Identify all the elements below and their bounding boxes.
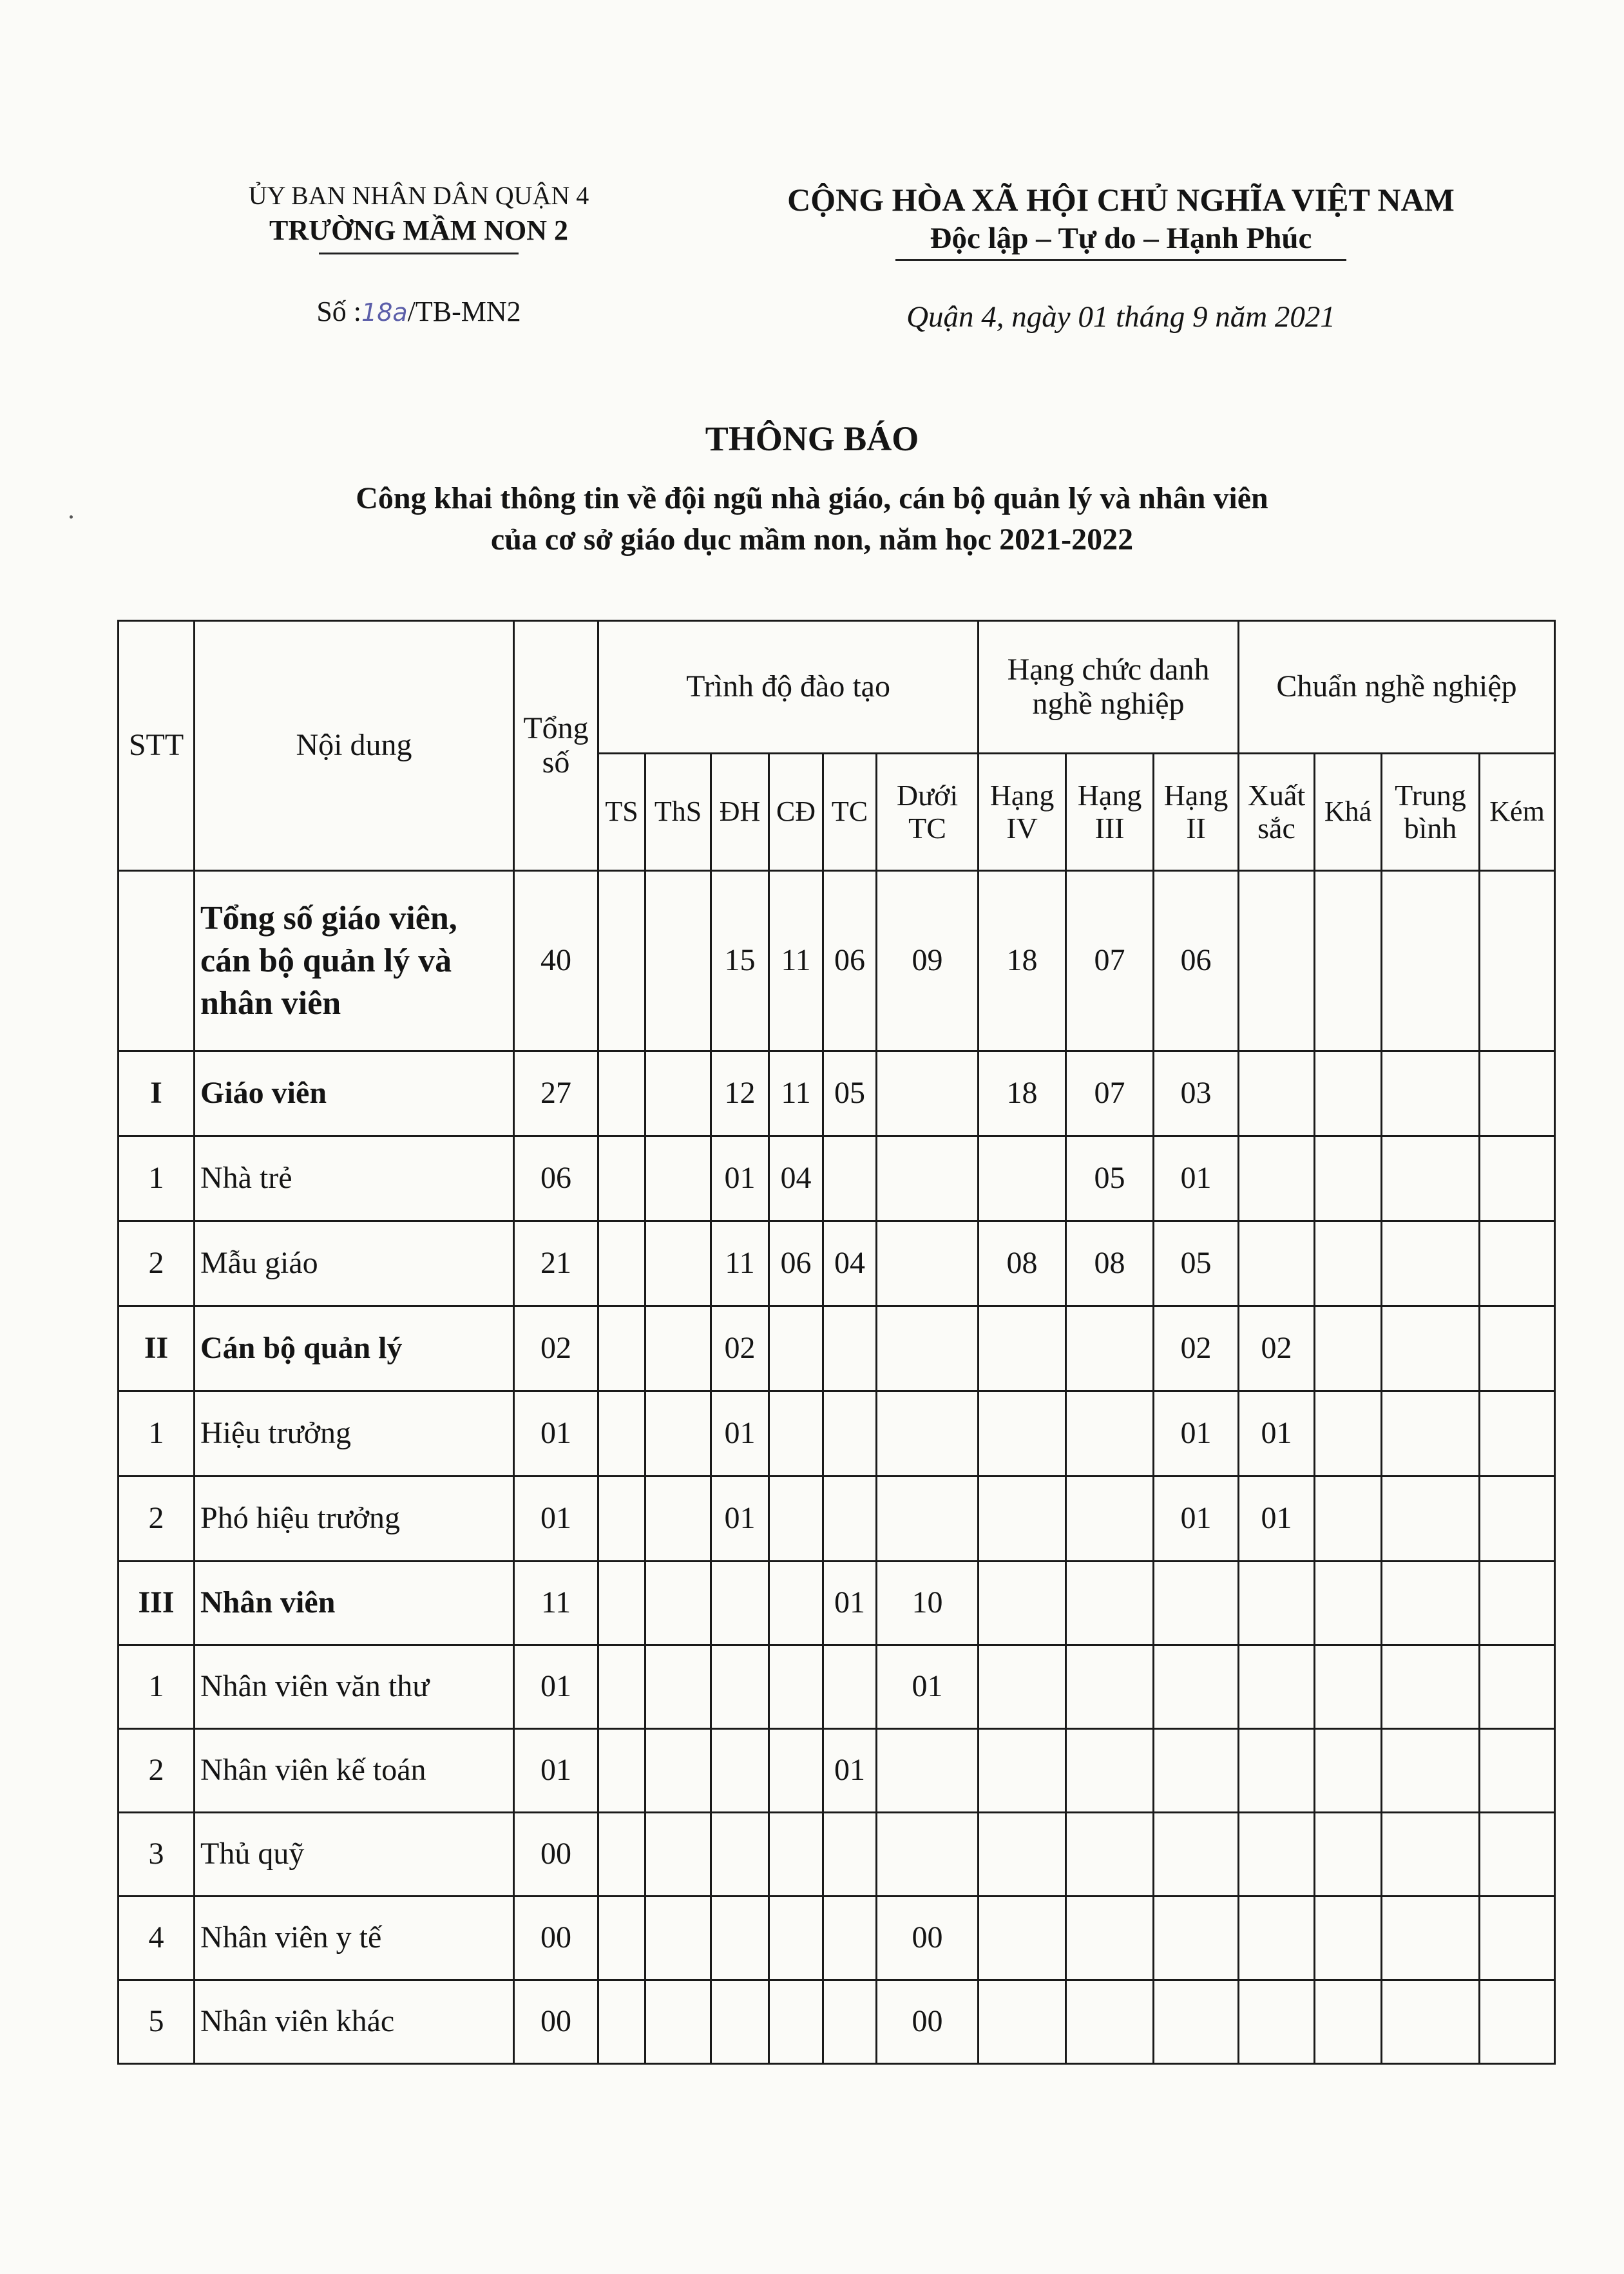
header-dh: ĐH (711, 754, 769, 871)
cell-tc: 05 (823, 1051, 877, 1136)
cell-cd (769, 1391, 823, 1476)
cell-duoi-tc (877, 1391, 979, 1476)
subtitle-line-1: Công khai thông tin về đội ngũ nhà giáo, cán bộ quản lý và nhân viên (356, 481, 1268, 515)
cell-total: 40 (514, 871, 598, 1051)
cell-content: Nhân viên văn thư (195, 1645, 514, 1729)
cell-cd (769, 1897, 823, 1980)
cell-trung-binh (1382, 1391, 1480, 1476)
cell-kha (1315, 1813, 1382, 1897)
cell-cd (769, 1562, 823, 1645)
cell-hang-iii (1066, 1306, 1154, 1391)
cell-kha (1315, 1136, 1382, 1221)
cell-hang-ii: 03 (1154, 1051, 1239, 1136)
cell-tc: 06 (823, 871, 877, 1051)
cell-ths (645, 1306, 711, 1391)
cell-ts (598, 1813, 645, 1897)
table-row (119, 1391, 1555, 1476)
cell-dh (711, 1897, 769, 1980)
cell-ts (598, 1897, 645, 1980)
cell-dh (711, 1813, 769, 1897)
cell-ts (598, 1306, 645, 1391)
cell-duoi-tc: 00 (877, 1980, 979, 2064)
header-hang-iii: Hạng III (1066, 754, 1154, 871)
cell-hang-iii (1066, 1729, 1154, 1813)
cell-cd: 11 (769, 1051, 823, 1136)
header-xuat-sac: Xuất sắc (1239, 754, 1315, 871)
cell-hang-ii (1154, 1980, 1239, 2064)
cell-kem (1480, 1476, 1555, 1562)
cell-content: Phó hiệu trưởng (195, 1476, 514, 1562)
cell-xuat-sac: 01 (1239, 1391, 1315, 1476)
header-cd: CĐ (769, 754, 823, 871)
header-rank-group: Hạng chức danh nghề nghiệp (979, 621, 1239, 754)
cell-content: Nhân viên y tế (195, 1897, 514, 1980)
cell-kha (1315, 1221, 1382, 1306)
cell-kha (1315, 1051, 1382, 1136)
cell-xuat-sac (1239, 871, 1315, 1051)
cell-duoi-tc (877, 1221, 979, 1306)
cell-hang-iii (1066, 1476, 1154, 1562)
cell-stt: 1 (119, 1136, 195, 1221)
header-hang-ii: Hạng II (1154, 754, 1239, 871)
document-title: THÔNG BÁO (705, 419, 919, 458)
cell-tc: 04 (823, 1221, 877, 1306)
cell-stt: 1 (119, 1645, 195, 1729)
cell-trung-binh (1382, 1562, 1480, 1645)
cell-dh (711, 1980, 769, 2064)
staff-table (117, 620, 1556, 2065)
cell-dh: 01 (711, 1476, 769, 1562)
table-row (119, 1980, 1555, 2064)
table-row (119, 1136, 1555, 1221)
cell-hang-iv: 18 (979, 871, 1066, 1051)
cell-kem (1480, 1391, 1555, 1476)
document-number (187, 295, 651, 328)
cell-total: 06 (514, 1136, 598, 1221)
cell-duoi-tc: 00 (877, 1897, 979, 1980)
cell-hang-iii (1066, 1645, 1154, 1729)
cell-content: Nhân viên khác (195, 1980, 514, 2064)
table-row (119, 1729, 1555, 1813)
table-row (119, 1476, 1555, 1562)
cell-hang-ii (1154, 1897, 1239, 1980)
cell-hang-ii (1154, 1813, 1239, 1897)
cell-xuat-sac (1239, 1980, 1315, 2064)
cell-hang-iii (1066, 1562, 1154, 1645)
header-content: Nội dung (195, 621, 514, 871)
cell-cd (769, 1813, 823, 1897)
issuer-block (187, 179, 651, 254)
issuer-school: TRƯỜNG MẦM NON 2 (269, 215, 568, 246)
cell-stt: II (119, 1306, 195, 1391)
cell-kha (1315, 1391, 1382, 1476)
cell-hang-iv (979, 1136, 1066, 1221)
cell-hang-iv: 08 (979, 1221, 1066, 1306)
header-stt: STT (119, 621, 195, 871)
cell-hang-ii (1154, 1729, 1239, 1813)
cell-content: Tổng số giáo viên, cán bộ quản lý và nhân viên (195, 871, 514, 1051)
cell-cd: 06 (769, 1221, 823, 1306)
cell-hang-iv (979, 1897, 1066, 1980)
cell-kha (1315, 1645, 1382, 1729)
cell-cd (769, 1645, 823, 1729)
cell-total: 02 (514, 1306, 598, 1391)
cell-tc (823, 1645, 877, 1729)
header-hang-iv: Hạng IV (979, 754, 1066, 871)
national-motto: Độc lập – Tự do – Hạnh Phúc (930, 222, 1312, 255)
cell-ts (598, 1221, 645, 1306)
cell-hang-ii (1154, 1645, 1239, 1729)
cell-kem (1480, 1221, 1555, 1306)
cell-dh: 12 (711, 1051, 769, 1136)
cell-content: Nhà trẻ (195, 1136, 514, 1221)
cell-dh (711, 1562, 769, 1645)
cell-kha (1315, 1476, 1382, 1562)
cell-tc (823, 1391, 877, 1476)
cell-ths (645, 1476, 711, 1562)
cell-duoi-tc (877, 1729, 979, 1813)
cell-content: Nhân viên (195, 1562, 514, 1645)
table-row (119, 1645, 1555, 1729)
cell-cd: 11 (769, 871, 823, 1051)
cell-xuat-sac: 01 (1239, 1476, 1315, 1562)
cell-trung-binh (1382, 1980, 1480, 2064)
cell-ts (598, 871, 645, 1051)
cell-stt: III (119, 1562, 195, 1645)
cell-kha (1315, 1562, 1382, 1645)
cell-cd (769, 1306, 823, 1391)
cell-hang-iv (979, 1729, 1066, 1813)
handwritten-number: 18a (361, 298, 408, 327)
cell-ths (645, 1136, 711, 1221)
cell-tc (823, 1476, 877, 1562)
cell-xuat-sac: 02 (1239, 1306, 1315, 1391)
national-header (728, 179, 1514, 261)
header-tc: TC (823, 754, 877, 871)
cell-trung-binh (1382, 1051, 1480, 1136)
cell-dh (711, 1729, 769, 1813)
cell-hang-ii (1154, 1562, 1239, 1645)
header-training-group: Trình độ đào tạo (598, 621, 979, 754)
cell-dh: 11 (711, 1221, 769, 1306)
cell-kem (1480, 1051, 1555, 1136)
cell-hang-iv: 18 (979, 1051, 1066, 1136)
cell-tc (823, 1897, 877, 1980)
cell-total: 11 (514, 1562, 598, 1645)
cell-duoi-tc (877, 1813, 979, 1897)
school-underline (319, 253, 519, 254)
cell-xuat-sac (1239, 1136, 1315, 1221)
cell-stt: 2 (119, 1476, 195, 1562)
cell-ths (645, 871, 711, 1051)
header-duoi-tc: Dưới TC (877, 754, 979, 871)
cell-ths (645, 1897, 711, 1980)
cell-stt: 2 (119, 1221, 195, 1306)
cell-dh: 02 (711, 1306, 769, 1391)
cell-duoi-tc (877, 1051, 979, 1136)
cell-total: 01 (514, 1476, 598, 1562)
nation-name: CỘNG HÒA XÃ HỘI CHỦ NGHĨA VIỆT NAM (787, 182, 1455, 218)
cell-ths (645, 1645, 711, 1729)
cell-ths (645, 1562, 711, 1645)
cell-cd (769, 1980, 823, 2064)
cell-tc (823, 1813, 877, 1897)
cell-hang-iii (1066, 1813, 1154, 1897)
cell-tc (823, 1306, 877, 1391)
cell-kem (1480, 871, 1555, 1051)
cell-total: 01 (514, 1645, 598, 1729)
cell-stt: 3 (119, 1813, 195, 1897)
cell-hang-iv (979, 1391, 1066, 1476)
cell-hang-iv (979, 1306, 1066, 1391)
header-kha: Khá (1315, 754, 1382, 871)
header-total: Tổng số (514, 621, 598, 871)
cell-xuat-sac (1239, 1221, 1315, 1306)
cell-hang-iii: 07 (1066, 1051, 1154, 1136)
cell-ths (645, 1391, 711, 1476)
table-row (119, 871, 1555, 1051)
cell-ts (598, 1051, 645, 1136)
cell-content: Thủ quỹ (195, 1813, 514, 1897)
document-date: Quận 4, ngày 01 tháng 9 năm 2021 (906, 300, 1335, 334)
cell-kem (1480, 1136, 1555, 1221)
table-row (119, 1897, 1555, 1980)
cell-total: 00 (514, 1813, 598, 1897)
cell-ths (645, 1221, 711, 1306)
issuer-org: ỦY BAN NHÂN DÂN QUẬN 4 (248, 181, 589, 210)
cell-stt: 4 (119, 1897, 195, 1980)
cell-kha (1315, 1980, 1382, 2064)
cell-trung-binh (1382, 1645, 1480, 1729)
cell-duoi-tc: 10 (877, 1562, 979, 1645)
cell-hang-iv (979, 1645, 1066, 1729)
cell-hang-iv (979, 1476, 1066, 1562)
motto-underline (895, 259, 1346, 261)
cell-hang-iii: 05 (1066, 1136, 1154, 1221)
table-row (119, 1562, 1555, 1645)
header-standard-group: Chuẩn nghề nghiệp (1239, 621, 1555, 754)
cell-hang-iii: 08 (1066, 1221, 1154, 1306)
cell-kha (1315, 1729, 1382, 1813)
cell-stt: 1 (119, 1391, 195, 1476)
number-prefix: Số : (316, 296, 362, 327)
cell-kem (1480, 1980, 1555, 2064)
cell-trung-binh (1382, 1476, 1480, 1562)
cell-hang-ii: 01 (1154, 1391, 1239, 1476)
cell-hang-ii: 02 (1154, 1306, 1239, 1391)
cell-ths (645, 1813, 711, 1897)
cell-kha (1315, 1306, 1382, 1391)
cell-hang-ii: 06 (1154, 871, 1239, 1051)
cell-ts (598, 1729, 645, 1813)
cell-kem (1480, 1729, 1555, 1813)
cell-hang-ii: 05 (1154, 1221, 1239, 1306)
header-trung-binh: Trung bình (1382, 754, 1480, 871)
cell-kem (1480, 1813, 1555, 1897)
cell-ts (598, 1562, 645, 1645)
cell-ts (598, 1391, 645, 1476)
cell-total: 00 (514, 1980, 598, 2064)
cell-ths (645, 1980, 711, 2064)
cell-trung-binh (1382, 871, 1480, 1051)
cell-cd (769, 1729, 823, 1813)
cell-stt (119, 871, 195, 1051)
header-ths: ThS (645, 754, 711, 871)
cell-tc: 01 (823, 1729, 877, 1813)
cell-ts (598, 1645, 645, 1729)
cell-ts (598, 1980, 645, 2064)
cell-duoi-tc: 09 (877, 871, 979, 1051)
cell-duoi-tc (877, 1306, 979, 1391)
table-row (119, 1221, 1555, 1306)
cell-trung-binh (1382, 1221, 1480, 1306)
cell-hang-ii: 01 (1154, 1476, 1239, 1562)
table-row (119, 1051, 1555, 1136)
cell-content: Giáo viên (195, 1051, 514, 1136)
cell-hang-iv (979, 1562, 1066, 1645)
cell-tc (823, 1980, 877, 2064)
cell-tc: 01 (823, 1562, 877, 1645)
cell-cd: 04 (769, 1136, 823, 1221)
cell-xuat-sac (1239, 1897, 1315, 1980)
cell-ths (645, 1051, 711, 1136)
cell-duoi-tc (877, 1476, 979, 1562)
cell-total: 01 (514, 1729, 598, 1813)
cell-stt: I (119, 1051, 195, 1136)
subtitle-line-2: của cơ sở giáo dục mầm non, năm học 2021-2022 (490, 522, 1134, 557)
cell-hang-ii: 01 (1154, 1136, 1239, 1221)
cell-xuat-sac (1239, 1813, 1315, 1897)
document-subtitle (0, 478, 1624, 560)
cell-xuat-sac (1239, 1562, 1315, 1645)
cell-hang-iv (979, 1980, 1066, 2064)
cell-kem (1480, 1562, 1555, 1645)
cell-kha (1315, 871, 1382, 1051)
cell-stt: 2 (119, 1729, 195, 1813)
cell-hang-iii (1066, 1391, 1154, 1476)
cell-kem (1480, 1897, 1555, 1980)
header-ts: TS (598, 754, 645, 871)
header-row-1 (119, 621, 1555, 754)
cell-trung-binh (1382, 1813, 1480, 1897)
cell-duoi-tc (877, 1136, 979, 1221)
cell-content: Mẫu giáo (195, 1221, 514, 1306)
cell-dh: 01 (711, 1136, 769, 1221)
header-kem: Kém (1480, 754, 1555, 871)
cell-content: Cán bộ quản lý (195, 1306, 514, 1391)
cell-hang-iv (979, 1813, 1066, 1897)
cell-cd (769, 1476, 823, 1562)
cell-total: 00 (514, 1897, 598, 1980)
cell-stt: 5 (119, 1980, 195, 2064)
cell-ts (598, 1136, 645, 1221)
table-row (119, 1813, 1555, 1897)
cell-kem (1480, 1645, 1555, 1729)
cell-kem (1480, 1306, 1555, 1391)
cell-ts (598, 1476, 645, 1562)
cell-dh (711, 1645, 769, 1729)
cell-content: Nhân viên kế toán (195, 1729, 514, 1813)
cell-dh: 01 (711, 1391, 769, 1476)
cell-tc (823, 1136, 877, 1221)
cell-total: 27 (514, 1051, 598, 1136)
cell-trung-binh (1382, 1729, 1480, 1813)
cell-hang-iii (1066, 1897, 1154, 1980)
cell-xuat-sac (1239, 1051, 1315, 1136)
cell-trung-binh (1382, 1136, 1480, 1221)
cell-xuat-sac (1239, 1645, 1315, 1729)
cell-trung-binh (1382, 1306, 1480, 1391)
cell-hang-iii: 07 (1066, 871, 1154, 1051)
cell-ths (645, 1729, 711, 1813)
cell-duoi-tc: 01 (877, 1645, 979, 1729)
cell-total: 01 (514, 1391, 598, 1476)
cell-hang-iii (1066, 1980, 1154, 2064)
cell-kha (1315, 1897, 1382, 1980)
cell-trung-binh (1382, 1897, 1480, 1980)
number-suffix: /TB-MN2 (407, 296, 521, 327)
cell-xuat-sac (1239, 1729, 1315, 1813)
scan-speck (70, 515, 73, 519)
cell-total: 21 (514, 1221, 598, 1306)
table-row (119, 1306, 1555, 1391)
cell-content: Hiệu trưởng (195, 1391, 514, 1476)
cell-dh: 15 (711, 871, 769, 1051)
